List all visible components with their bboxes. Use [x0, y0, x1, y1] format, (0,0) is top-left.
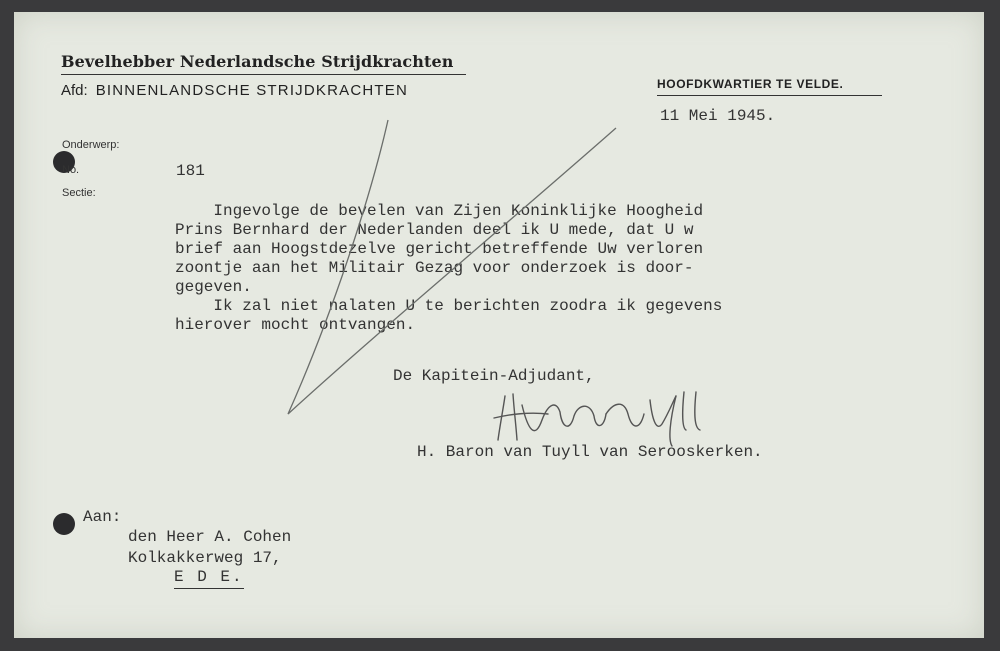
body-line: Ik zal niet nalaten U te berichten zoodra ik gegevens	[175, 297, 723, 315]
body-line: zoontje aan het Militair Gezag voor onderzoek is door-	[175, 259, 694, 277]
recipient-name: den Heer A. Cohen	[128, 528, 292, 546]
number-label: No.	[62, 164, 80, 176]
letterhead-title: Bevelhebber Nederlandsche Strijdkrachten	[61, 52, 466, 75]
headquarters-label: HOOFDKWARTIER TE VELDE.	[657, 77, 882, 96]
department-label: Afd:	[61, 82, 88, 99]
recipient-city: E D E.	[174, 568, 244, 589]
body-line: gegeven.	[175, 278, 252, 296]
closing-line: De Kapitein-Adjudant,	[393, 367, 595, 385]
recipient-label: Aan:	[83, 508, 122, 526]
reference-number: 181	[176, 162, 205, 180]
department-value: BINNENLANDSCHE STRIJDKRACHTEN	[95, 82, 409, 99]
pencil-check-mark	[288, 120, 616, 414]
signature	[494, 392, 700, 446]
signer-name: H. Baron van Tuyll van Serooskerken.	[417, 443, 763, 461]
onderwerp-label: Onderwerp:	[62, 139, 120, 151]
sectie-label: Sectie:	[62, 187, 96, 199]
body-line: hierover mocht ontvangen.	[175, 316, 416, 334]
body-line: Prins Bernhard der Nederlanden deel ik U mede, dat U w	[175, 221, 694, 239]
letter-date: 11 Mei 1945.	[660, 107, 776, 125]
recipient-street: Kolkakkerweg 17,	[128, 549, 282, 567]
body-line: Ingevolge de bevelen van Zijen Koninklijke Hoogheid	[175, 202, 704, 220]
body-line: brief aan Hoogstdezelve gericht betreffende Uw verloren	[175, 240, 704, 258]
